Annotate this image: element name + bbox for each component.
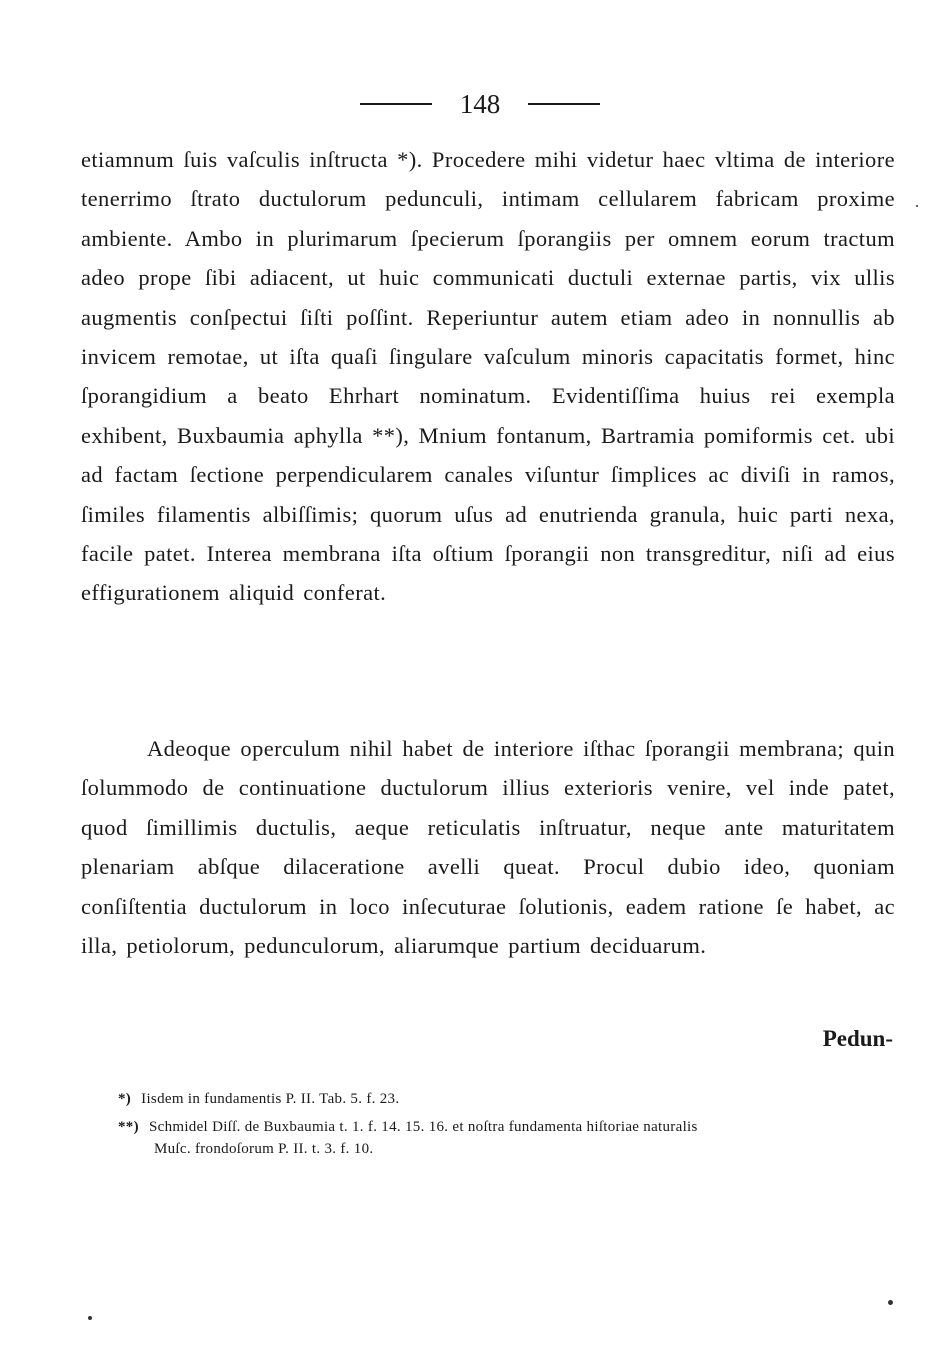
ink-speck xyxy=(888,1300,893,1305)
footnote-1-text: Iisdem in fundamentis P. II. Tab. 5. f. 23. xyxy=(141,1091,400,1107)
page-header xyxy=(0,84,950,124)
ink-speck xyxy=(916,205,918,207)
catchword: Pedun- xyxy=(822,1026,893,1051)
footnote-1 xyxy=(118,1088,898,1110)
paragraph-2 xyxy=(81,729,895,965)
footnote-2-marker: **) xyxy=(118,1119,139,1135)
ink-speck xyxy=(88,1316,92,1320)
footnote-2 xyxy=(118,1116,898,1160)
footnote-1-marker: *) xyxy=(118,1091,132,1107)
footnotes xyxy=(118,1088,898,1166)
footnote-2-continuation: Muſc. frondoſorum P. II. t. 3. f. 10. xyxy=(154,1141,374,1157)
header-rule-right xyxy=(528,103,600,105)
footnote-2-text: Schmidel Diſſ. de Buxbaumia t. 1. f. 14. 15. 16. et noſtra fundamenta hiſtoriae naturalis xyxy=(148,1119,698,1135)
paragraph-2-text: Adeoque operculum nihil habet de interiore iſthac ſporangii membrana; quin ſolummodo de continuatione ductulorum illius exterioris venire, vel inde patet, quod ſimillimis ductulis, aeque reticulatis inſtruatur, neque ante maturitatem plenariam abſque dilaceratione avelli queat. Procul dubio ideo, quoniam conſiſtentia ductulorum in loco inſecuturae ſolutionis, eadem ratione ſe habet, ac illa, petiolorum, pedunculorum, aliarumque partium deciduarum. xyxy=(81,736,895,959)
page-number: 148 xyxy=(459,89,501,119)
paragraph-1-text: etiamnum ſuis vaſculis inſtructa *). Procedere mihi videtur haec vltima de interiore tenerrimo ſtrato ductulorum pedunculi, intimam cellularem fabricam proxime ambiente. Ambo in plurimarum ſpecierum ſporangiis per omnem eorum tractum adeo prope ſibi adiacent, ut huic communicati ductuli externae partis, vix ullis augmentis conſpectui ſiſti poſſint. Reperiuntur autem etiam adeo in nonnullis ab invicem remotae, ut iſta quaſi ſingulare vaſculum minoris capacitatis formet, hinc ſporangidium a beato Ehrhart nominatum. Evidentiſſima huius rei exempla exhibent, Buxbaumia aphylla **), Mnium fontanum, Bartramia pomiformis cet. ubi ad factam ſectione perpendicularem canales viſuntur ſimplices ac diviſi in ramos, ſimiles filamentis albiſſimis; quorum uſus ad enutrienda granula, huic parti nexa, facile patet. Interea membrana iſta oſtium ſporangii non transgreditur, niſi ad eius effigurationem aliquid conferat. xyxy=(81,147,895,606)
paragraph-1 xyxy=(81,140,895,613)
header-rule-left xyxy=(360,103,432,105)
